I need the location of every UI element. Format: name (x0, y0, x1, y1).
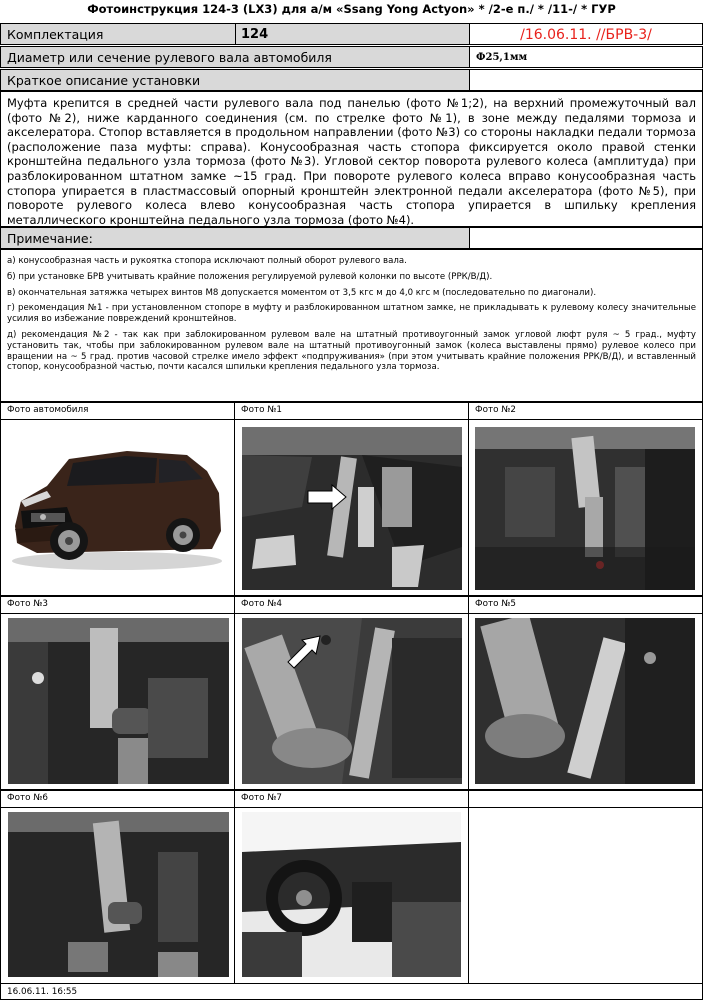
kit-date: /16.06.11. //БРВ-3/ (469, 23, 703, 45)
note-b: б) при установке БРВ учитывать крайние положения регулируемой рулевой колонки по высоте (РРК/В/Д). (7, 271, 493, 282)
notes-label: Примечание: (0, 227, 470, 249)
car-photo (7, 431, 228, 574)
install-label-empty (469, 69, 703, 91)
caption-photo-6: Фото №6 (0, 790, 235, 808)
caption-empty (468, 790, 703, 808)
shaft-value: Ф25,1мм (469, 46, 703, 68)
caption-photo-1: Фото №1 (234, 402, 469, 420)
footer-timestamp: 16.06.11. 16:55 (0, 983, 703, 1000)
caption-photo-4: Фото №4 (234, 596, 469, 614)
suv-image (7, 431, 228, 574)
caption-car: Фото автомобиля (0, 402, 235, 420)
photo-cell-empty (468, 807, 703, 984)
document-title: Фотоинструкция 124-3 (LX3) для а/м «Ssang Yong Actyon» * /2-е п./ * /11-/ * ГУР (87, 2, 616, 16)
install-label: Краткое описание установки (0, 69, 470, 91)
caption-photo-2: Фото №2 (468, 402, 703, 420)
photo-7-image (242, 812, 461, 977)
kit-value: 124 (235, 23, 470, 45)
notes-block (0, 249, 703, 402)
shaft-label: Диаметр или сечение рулевого вала автомобиля (0, 46, 470, 68)
note-a: а) конусообразная часть и рукоятка стопора исключают полный оборот рулевого вала. (7, 256, 407, 266)
photo-5-image (475, 618, 695, 784)
caption-photo-3: Фото №3 (0, 596, 235, 614)
kit-label: Комплектация (0, 23, 236, 45)
photo-3-image (8, 618, 229, 784)
photo-4-image (242, 618, 462, 784)
photo-1-image (242, 427, 462, 590)
install-description: Муфта крепится в средней части рулевого вала под панелью (фото №1;2), на верхний промежуточный вал (фото №2), ниже карданного соединения (см. по стрелке фото №1), в зоне между педалями тормоза и акселератора. Стопор вставляется в продольном направлении (фото №3) со стороны накладки педали тормоза (расположение паза муфты: справа). Конусообразная часть стопора фиксируется около правой стенки кронштейна педального узла тормоза (фото №3). Угловой сектор поворота рулевого колеса (амплитуда) при разблокированном штатном замке ~15 град. При повороте рулевого колеса вправо конусообразная часть стопора упирается в пластмассовый опорный кронштейн электронной педали акселератора (фото №5), при повороте рулевого колеса влево конусообразная часть стопора упирается в шпильку крепления металлического кронштейна педального узла тормоза (фото №4). (0, 91, 703, 227)
photo-2-image (475, 427, 695, 590)
notes-label-empty (469, 227, 703, 249)
caption-photo-5: Фото №5 (468, 596, 703, 614)
note-d: г) рекомендация №1 - при установленном стопоре в муфту и разблокированном штатном замке, не прикладывать к рулевому колесу значительные усилия во избежание повреждений кронштейнов. (7, 303, 696, 325)
caption-photo-7: Фото №7 (234, 790, 469, 808)
note-c: в) окончательная затяжка четырех винтов М8 допускается моментом от 3,5 кгс м до 4,0 кгс м (последовательно по диагонали). (7, 287, 597, 298)
note-e: д) рекомендация №2 - так как при заблокированном рулевом вале на штатный противоугонный замок угловой люфт руля ~ 5 град., муфту установить так, чтобы при заблокированном рулевом вале на штатный противоугонный замок (колеса выставлены прямо) рулевое колесо при вращении на ~ 5 град. против часовой стрелке имело эффект «подпруживания» (при этом учитывать крайние положения РРК/В/Д), и вставленный стопор, конусообразной частью, почти касался шпильки крепления педального узла тормоза. (7, 329, 696, 373)
photo-6-image (8, 812, 229, 977)
